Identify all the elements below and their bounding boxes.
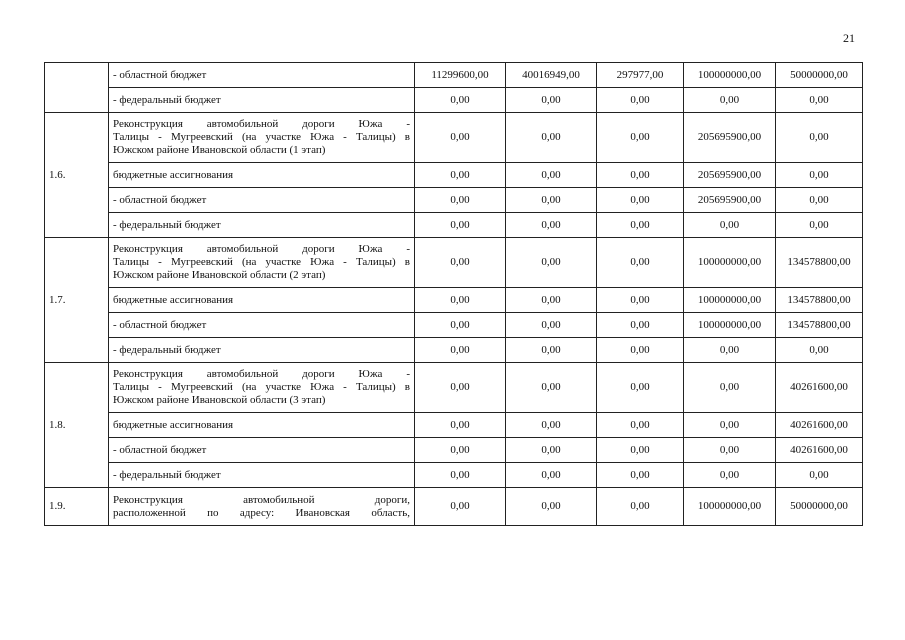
amount-cell: 0,00	[506, 238, 597, 288]
budget-table	[44, 62, 863, 526]
amount-cell: 100000000,00	[684, 488, 776, 526]
item-description	[109, 488, 415, 526]
amount-cell: 0,00	[415, 163, 506, 188]
amount-cell: 205695900,00	[684, 113, 776, 163]
description-line: расположенной по адресу: Ивановская область,	[113, 506, 410, 519]
amount-cell: 0,00	[597, 288, 684, 313]
amount-cell: 40261600,00	[776, 413, 863, 438]
funding-source-label: - федеральный бюджет	[109, 88, 415, 113]
amount-cell: 0,00	[415, 113, 506, 163]
amount-cell: 0,00	[776, 88, 863, 113]
amount-cell: 0,00	[506, 438, 597, 463]
table-row-subitem	[45, 438, 863, 463]
amount-cell: 205695900,00	[684, 188, 776, 213]
amount-cell: 0,00	[597, 338, 684, 363]
amount-cell: 0,00	[415, 88, 506, 113]
description-line: Талицы - Мугреевский (на участке Южа - Талицы) в	[113, 256, 410, 268]
amount-cell: 205695900,00	[684, 163, 776, 188]
amount-cell: 0,00	[415, 363, 506, 413]
table-row-subitem	[45, 463, 863, 488]
table-row-subitem	[45, 188, 863, 213]
table-row-subitem	[45, 63, 863, 88]
amount-cell: 0,00	[684, 463, 776, 488]
budget-table-body	[45, 63, 863, 526]
description-line: Талицы - Мугреевский (на участке Южа - Талицы) в	[113, 381, 410, 393]
amount-cell: 0,00	[415, 338, 506, 363]
amount-cell: 134578800,00	[776, 288, 863, 313]
table-row-item	[45, 113, 863, 163]
amount-cell: 297977,00	[597, 63, 684, 88]
amount-cell: 0,00	[506, 88, 597, 113]
amount-cell: 100000000,00	[684, 63, 776, 88]
amount-cell: 0,00	[597, 413, 684, 438]
funding-source-label: - федеральный бюджет	[109, 338, 415, 363]
amount-cell: 0,00	[506, 313, 597, 338]
amount-cell: 0,00	[684, 213, 776, 238]
table-row-item	[45, 488, 863, 526]
amount-cell: 0,00	[597, 238, 684, 288]
amount-cell: 0,00	[776, 213, 863, 238]
funding-source-label: - федеральный бюджет	[109, 213, 415, 238]
funding-source-label: - областной бюджет	[109, 438, 415, 463]
amount-cell: 40016949,00	[506, 63, 597, 88]
funding-source-label: - областной бюджет	[109, 313, 415, 338]
amount-cell: 0,00	[415, 288, 506, 313]
amount-cell: 0,00	[684, 88, 776, 113]
item-code	[45, 63, 109, 113]
amount-cell: 0,00	[415, 463, 506, 488]
amount-cell: 0,00	[597, 88, 684, 113]
amount-cell: 50000000,00	[776, 63, 863, 88]
table-row-subitem	[45, 313, 863, 338]
amount-cell: 0,00	[597, 213, 684, 238]
amount-cell: 0,00	[506, 288, 597, 313]
amount-cell: 0,00	[506, 413, 597, 438]
description-line: Южском районе Ивановской области (3 этап)	[113, 394, 326, 406]
description-line: Реконструкция автомобильной дороги Южа -	[113, 368, 410, 380]
amount-cell: 0,00	[776, 463, 863, 488]
table-row-subitem	[45, 413, 863, 438]
amount-cell: 0,00	[506, 338, 597, 363]
amount-cell: 40261600,00	[776, 363, 863, 413]
amount-cell: 0,00	[506, 213, 597, 238]
amount-cell: 134578800,00	[776, 313, 863, 338]
amount-cell: 50000000,00	[776, 488, 863, 526]
amount-cell: 100000000,00	[684, 238, 776, 288]
table-row-subitem	[45, 163, 863, 188]
table-row-subitem	[45, 213, 863, 238]
amount-cell: 0,00	[597, 438, 684, 463]
amount-cell: 0,00	[415, 188, 506, 213]
amount-cell: 0,00	[506, 163, 597, 188]
item-description	[109, 363, 415, 413]
description-line: Талицы - Мугреевский (на участке Южа - Талицы) в	[113, 131, 410, 143]
funding-source-label: бюджетные ассигнования	[109, 413, 415, 438]
amount-cell: 0,00	[506, 463, 597, 488]
amount-cell: 0,00	[506, 113, 597, 163]
amount-cell: 0,00	[776, 188, 863, 213]
amount-cell: 0,00	[506, 363, 597, 413]
funding-source-label: - областной бюджет	[109, 188, 415, 213]
item-code: 1.8.	[45, 363, 109, 488]
table-row-subitem	[45, 338, 863, 363]
description-line: Реконструкция автомобильной дороги,	[113, 493, 410, 506]
funding-source-label: бюджетные ассигнования	[109, 288, 415, 313]
amount-cell: 0,00	[415, 413, 506, 438]
table-row-subitem	[45, 288, 863, 313]
amount-cell: 0,00	[506, 188, 597, 213]
item-code: 1.9.	[45, 488, 109, 526]
amount-cell: 40261600,00	[776, 438, 863, 463]
item-code: 1.6.	[45, 113, 109, 238]
amount-cell: 0,00	[684, 413, 776, 438]
amount-cell: 0,00	[684, 338, 776, 363]
item-description	[109, 113, 415, 163]
item-description	[109, 238, 415, 288]
amount-cell: 0,00	[597, 313, 684, 338]
amount-cell: 0,00	[415, 213, 506, 238]
amount-cell: 0,00	[597, 163, 684, 188]
funding-source-label: бюджетные ассигнования	[109, 163, 415, 188]
description-line: Южском районе Ивановской области (2 этап)	[113, 269, 326, 281]
funding-source-label: - областной бюджет	[109, 63, 415, 88]
amount-cell: 0,00	[506, 488, 597, 526]
amount-cell: 0,00	[776, 338, 863, 363]
amount-cell: 0,00	[597, 463, 684, 488]
amount-cell: 0,00	[597, 363, 684, 413]
table-row-subitem	[45, 88, 863, 113]
amount-cell: 100000000,00	[684, 288, 776, 313]
amount-cell: 0,00	[415, 438, 506, 463]
description-line: Реконструкция автомобильной дороги Южа -	[113, 118, 410, 130]
amount-cell: 0,00	[597, 188, 684, 213]
funding-source-label: - федеральный бюджет	[109, 463, 415, 488]
amount-cell: 0,00	[415, 488, 506, 526]
item-code: 1.7.	[45, 238, 109, 363]
table-row-item	[45, 363, 863, 413]
amount-cell: 0,00	[597, 113, 684, 163]
amount-cell: 0,00	[776, 163, 863, 188]
description-line: Южском районе Ивановской области (1 этап)	[113, 144, 326, 156]
table-row-item	[45, 238, 863, 288]
amount-cell: 0,00	[684, 438, 776, 463]
amount-cell: 0,00	[415, 238, 506, 288]
page-number: 21	[843, 31, 855, 45]
amount-cell: 0,00	[415, 313, 506, 338]
amount-cell: 0,00	[597, 488, 684, 526]
amount-cell: 100000000,00	[684, 313, 776, 338]
amount-cell: 134578800,00	[776, 238, 863, 288]
description-line: Реконструкция автомобильной дороги Южа -	[113, 243, 410, 255]
amount-cell: 11299600,00	[415, 63, 506, 88]
amount-cell: 0,00	[684, 363, 776, 413]
amount-cell: 0,00	[776, 113, 863, 163]
